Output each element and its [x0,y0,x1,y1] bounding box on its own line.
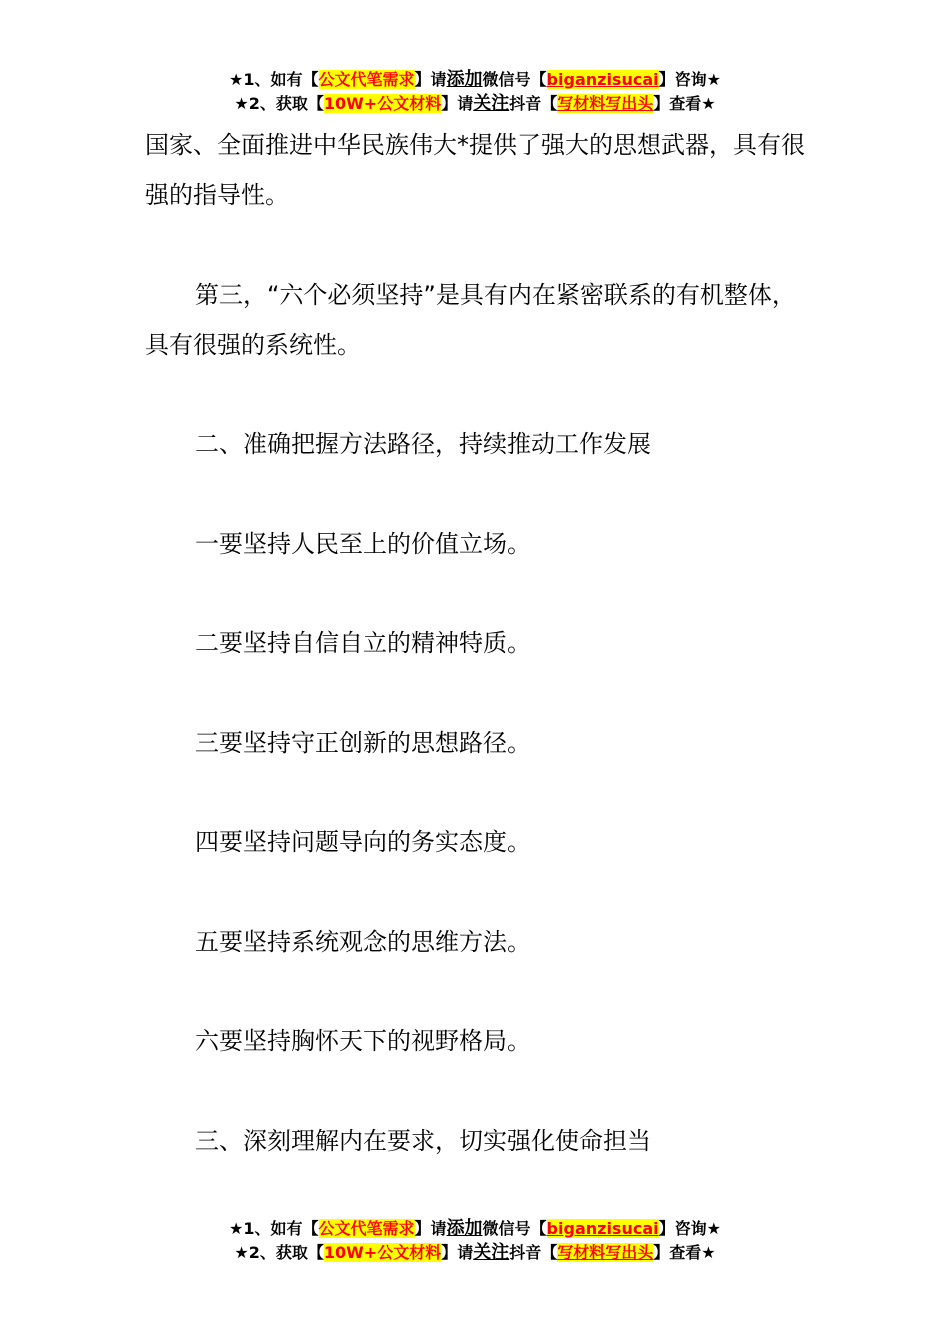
paragraph-third-point: 第三，“六个必须坚持”是具有内在紧密联系的有机整体，具有很强的系统性。 [145,281,796,359]
banner-prefix: ★2、获取【 [234,94,324,113]
banner-text: 微信号【 [482,1219,547,1238]
banner-prefix: ★1、如有【 [229,70,319,89]
banner-text: 】请 [414,70,447,89]
banner-text: 】请 [414,1219,447,1238]
banner-text: 】请 [441,1243,474,1262]
banner-line-1 [0,1217,950,1241]
banner-text: 抖音【 [509,1243,558,1262]
wechat-id-link[interactable]: biganzisucai [546,1219,659,1238]
banner-line-1 [0,68,950,92]
header-banner [0,68,950,116]
banner-suffix: 】咨询★ [658,1219,721,1238]
list-item: 五要坚持系统观念的思维方法。 [195,928,531,956]
section-heading-3: 三、深刻理解内在要求，切实强化使命担当 [195,1127,651,1155]
list-item: 四要坚持问题导向的务实态度。 [195,828,531,856]
banner-text: 】请 [441,94,474,113]
list-item: 二要坚持自信自立的精神特质。 [195,629,531,657]
banner-suffix: 】咨询★ [658,70,721,89]
banner-text: 抖音【 [509,94,558,113]
banner-text: 微信号【 [482,70,547,89]
service-highlight: 公文代笔需求 [318,1219,415,1238]
section-heading-2: 二、准确把握方法路径，持续推动工作发展 [195,430,651,458]
banner-prefix: ★1、如有【 [229,1219,319,1238]
service-highlight: 公文代笔需求 [318,70,415,89]
banner-line-2 [0,92,950,116]
materials-highlight: 10W+公文材料 [323,94,442,113]
paragraph-continuation: 国家、全面推进中华民族伟大*提供了强大的思想武器，具有很强的指导性。 [145,131,805,209]
douyin-account-link[interactable]: 写材料写出头 [557,1243,654,1262]
banner-emphasis: 添加 [446,1218,483,1239]
footer-banner [0,1217,950,1265]
list-item: 六要坚持胸怀天下的视野格局。 [195,1027,531,1055]
banner-prefix: ★2、获取【 [234,1243,324,1262]
banner-emphasis: 关注 [473,1242,510,1263]
materials-highlight: 10W+公文材料 [323,1243,442,1262]
banner-suffix: 】查看★ [653,1243,716,1262]
banner-emphasis: 添加 [446,69,483,90]
list-item: 三要坚持守正创新的思想路径。 [195,729,531,757]
banner-suffix: 】查看★ [653,94,716,113]
wechat-id-link[interactable]: biganzisucai [546,70,659,89]
banner-emphasis: 关注 [473,93,510,114]
list-item: 一要坚持人民至上的价值立场。 [195,530,531,558]
banner-line-2 [0,1241,950,1265]
douyin-account-link[interactable]: 写材料写出头 [557,94,654,113]
